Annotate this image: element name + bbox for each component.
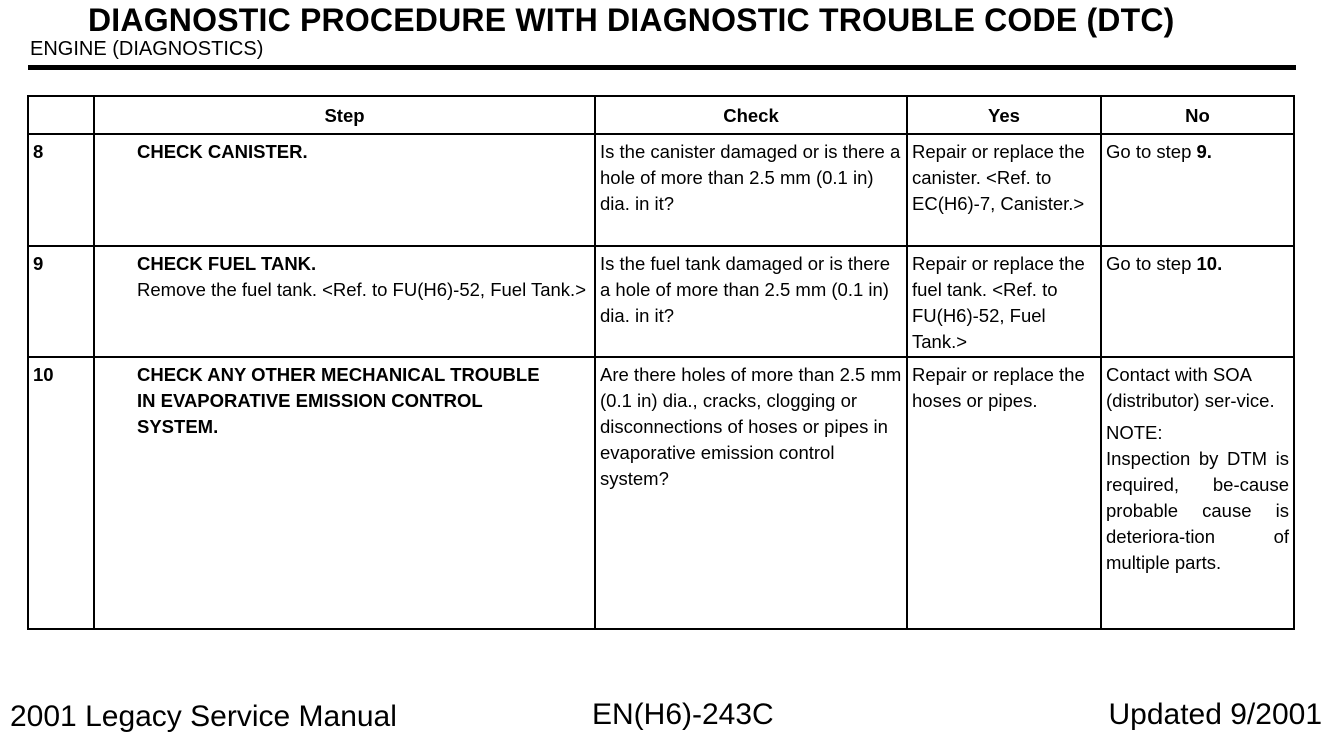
no-action-step: 10. [1196, 253, 1223, 274]
no-cell [1101, 246, 1294, 357]
section-subtitle: ENGINE (DIAGNOSTICS) [30, 38, 264, 60]
page-title: DIAGNOSTIC PROCEDURE WITH DIAGNOSTIC TROUBLE CODE (DTC) [88, 2, 1175, 38]
footer-updated-date: Updated 9/2001 [1108, 698, 1322, 731]
step-cell [94, 357, 595, 629]
table-header-row [28, 96, 1294, 134]
check-cell: Is the canister damaged or is there a hole of more than 2.5 mm (0.1 in) dia. in it? [595, 134, 907, 246]
check-cell: Is the fuel tank damaged or is there a hole of more than 2.5 mm (0.1 in) dia. in it? [595, 246, 907, 357]
diagnostic-table [27, 95, 1295, 630]
table-row [28, 246, 1294, 357]
column-header-no: No [1101, 96, 1294, 134]
yes-cell: Repair or replace the canister. <Ref. to EC(H6)-7, Canister.> [907, 134, 1101, 246]
no-cell [1101, 134, 1294, 246]
no-action-text: Contact with SOA (distributor) ser-vice. [1106, 364, 1275, 411]
footer-manual-title: 2001 Legacy Service Manual [10, 700, 397, 733]
column-header-yes: Yes [907, 96, 1101, 134]
step-title: CHECK FUEL TANK. [137, 253, 317, 274]
note-text: Inspection by DTM is required, be-cause probable cause is deteriora-tion of multiple parts. [1106, 448, 1289, 573]
header-rule [28, 65, 1296, 70]
yes-cell: Repair or replace the fuel tank. <Ref. to FU(H6)-52, Fuel Tank.> [907, 246, 1101, 357]
no-cell [1101, 357, 1294, 629]
step-number: 10 [28, 357, 94, 629]
no-action-text: Go to step [1106, 253, 1197, 274]
table-row [28, 134, 1294, 246]
note-label: NOTE: [1106, 422, 1163, 443]
step-number: 8 [28, 134, 94, 246]
column-header-step: Step [94, 96, 595, 134]
step-cell [94, 134, 595, 246]
step-title: CHECK CANISTER. [137, 141, 308, 162]
no-action-text: Go to step [1106, 141, 1197, 162]
column-header-check: Check [595, 96, 907, 134]
step-number: 9 [28, 246, 94, 357]
footer-page-number: EN(H6)-243C [592, 698, 774, 731]
yes-cell: Repair or replace the hoses or pipes. [907, 357, 1101, 629]
table-row [28, 357, 1294, 629]
no-action-step: 9. [1196, 141, 1212, 162]
step-cell [94, 246, 595, 357]
check-cell: Are there holes of more than 2.5 mm (0.1 in) dia., cracks, clogging or disconnections of hoses or pipes in evaporative emission control system? [595, 357, 907, 629]
step-text: Remove the fuel tank. <Ref. to FU(H6)-52, Fuel Tank.> [137, 279, 587, 300]
column-header-number [28, 96, 94, 134]
step-title: CHECK ANY OTHER MECHANICAL TROUBLE IN EVAPORATIVE EMISSION CONTROL SYSTEM. [137, 364, 540, 437]
